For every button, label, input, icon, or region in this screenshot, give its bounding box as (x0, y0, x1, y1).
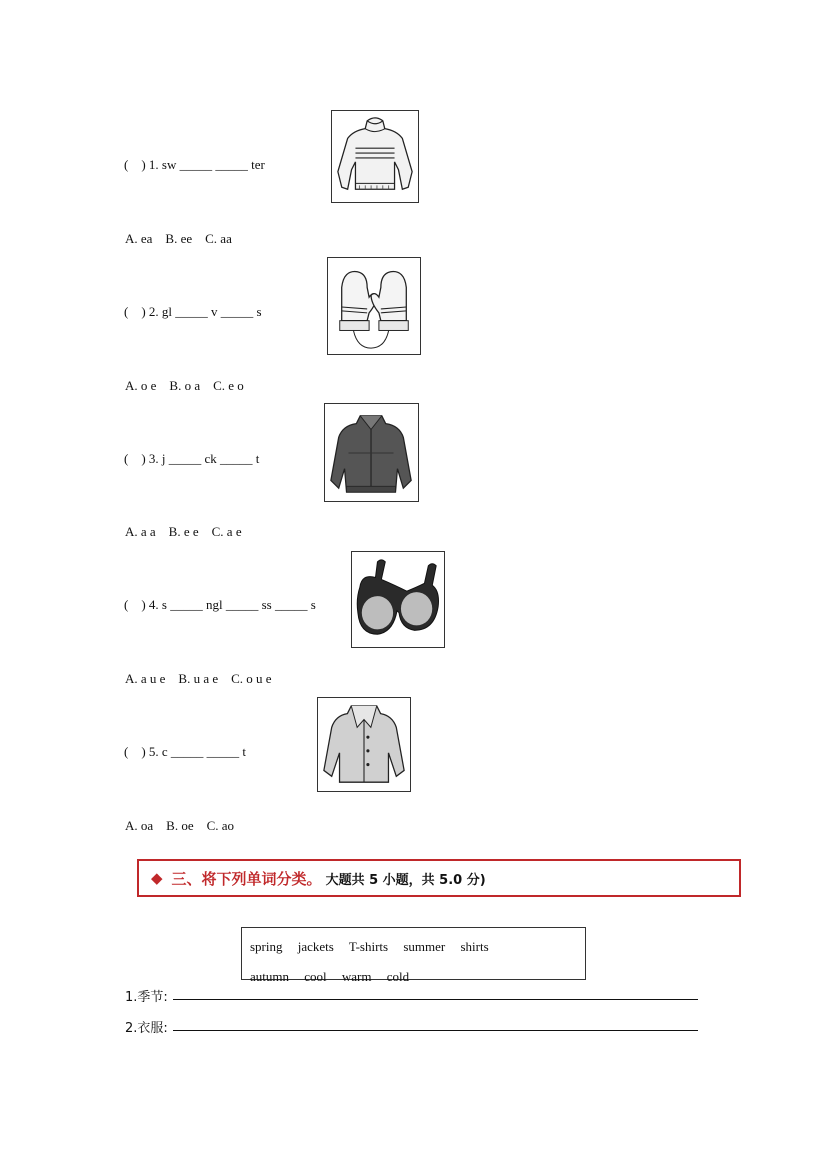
word-item: jackets (297, 939, 334, 954)
question-3-stem: ( ) 3. j _____ ck _____ t (124, 451, 260, 466)
question-2-stem: ( ) 2. gl _____ v _____ s (124, 304, 262, 319)
answer-blank[interactable] (173, 999, 698, 1000)
word-item: spring (250, 939, 283, 954)
fill-line-clothes (125, 1017, 725, 1035)
word-item: T-shirts (348, 939, 389, 954)
fill-line-seasons (125, 986, 725, 1004)
word-row-1 (250, 932, 577, 962)
section-title: 三、将下列单词分类。 (171, 869, 322, 888)
section-note: 大题共 5 小题，共 5.0 分) (325, 872, 486, 888)
fill-label: 1.季节: (125, 990, 168, 1005)
sunglasses-image (351, 551, 445, 648)
question-1-stem: ( ) 1. sw _____ _____ ter (124, 157, 265, 172)
diamond-icon: ◆ (151, 870, 163, 887)
word-item: cool (304, 969, 327, 984)
question-1-options: A. ea B. ee C. aa (125, 231, 232, 246)
question-4-options: A. a u e B. u a e C. o u e (125, 671, 272, 686)
gloves-image (327, 257, 421, 355)
question-5-stem: ( ) 5. c _____ _____ t (124, 744, 247, 759)
answer-blank[interactable] (173, 1030, 698, 1031)
jacket-image (324, 403, 419, 502)
section-header (137, 859, 741, 897)
word-item: summer (403, 939, 446, 954)
fill-label: 2.衣服: (125, 1021, 168, 1036)
question-4-stem: ( ) 4. s _____ ngl _____ ss _____ s (124, 597, 316, 612)
word-item: shirts (460, 939, 489, 954)
word-item: autumn (250, 969, 289, 984)
word-item: warm (341, 969, 372, 984)
sweater-image (331, 110, 419, 203)
word-box (241, 927, 586, 984)
word-item: cold (386, 969, 410, 984)
question-2-options: A. o e B. o a C. e o (125, 378, 244, 393)
question-3-options: A. a a B. e e C. a e (125, 524, 242, 539)
question-5-options: A. oa B. oe C. ao (125, 818, 235, 833)
coat-image (317, 697, 411, 792)
